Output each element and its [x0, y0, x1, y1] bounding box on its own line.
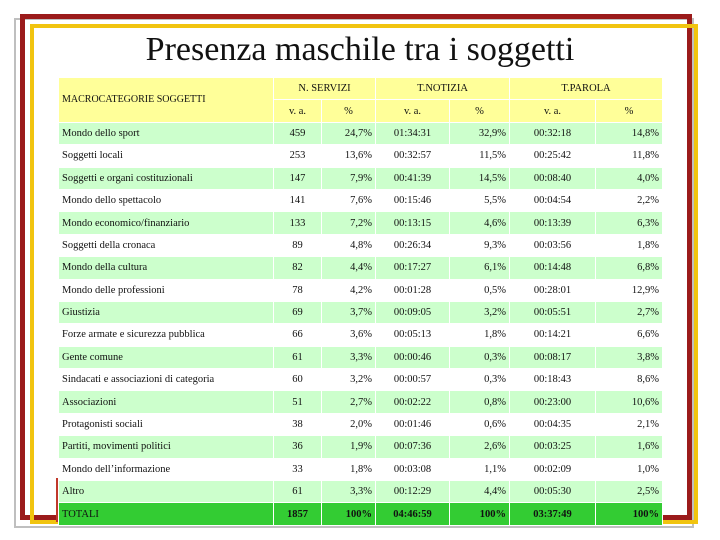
table-row	[59, 391, 663, 413]
table-cell: 4,4%	[322, 257, 376, 279]
table-cell: 141	[274, 189, 322, 211]
table-cell: 4,4%	[450, 481, 510, 503]
table-cell: 89	[274, 234, 322, 256]
table-cell: 61	[274, 481, 322, 503]
table-cell: 00:03:56	[510, 234, 596, 256]
table-cell: 7,9%	[322, 167, 376, 189]
table-cell: 10,6%	[596, 391, 663, 413]
table-cell: 00:26:34	[376, 234, 450, 256]
table-cell: 3,6%	[322, 324, 376, 346]
table-cell: 0,3%	[450, 369, 510, 391]
table-cell: 00:05:30	[510, 481, 596, 503]
table-cell: 3,2%	[322, 369, 376, 391]
table-row	[59, 301, 663, 323]
row-label: Mondo dello sport	[59, 122, 274, 144]
header-macrocategorie: MACROCATEGORIE SOGGETTI	[59, 78, 274, 123]
row-label: Mondo dello spettacolo	[59, 189, 274, 211]
table-cell: 14,8%	[596, 122, 663, 144]
table-body	[59, 122, 663, 525]
table-row	[59, 346, 663, 368]
table-cell: 00:13:15	[376, 212, 450, 234]
table-cell: 1,1%	[450, 458, 510, 480]
table-cell: 147	[274, 167, 322, 189]
table-cell: 01:34:31	[376, 122, 450, 144]
table-row	[59, 234, 663, 256]
table-row	[59, 122, 663, 144]
table-cell: 00:09:05	[376, 301, 450, 323]
table-cell: 00:02:22	[376, 391, 450, 413]
table-cell: 13,6%	[322, 145, 376, 167]
table-row	[59, 458, 663, 480]
table-cell: 61	[274, 346, 322, 368]
row-label: Soggetti locali	[59, 145, 274, 167]
row-label: Partiti, movimenti politici	[59, 436, 274, 458]
table-cell: 00:32:57	[376, 145, 450, 167]
subheader-parola-va: v. a.	[510, 100, 596, 122]
table-cell: 66	[274, 324, 322, 346]
table-cell: 6,1%	[450, 257, 510, 279]
table-cell: 2,7%	[322, 391, 376, 413]
table-cell: 00:28:01	[510, 279, 596, 301]
table-cell: 11,5%	[450, 145, 510, 167]
table-cell: 133	[274, 212, 322, 234]
table-cell: 00:14:48	[510, 257, 596, 279]
table-cell: 253	[274, 145, 322, 167]
table-cell: 1,6%	[596, 436, 663, 458]
table-cell: 1,0%	[596, 458, 663, 480]
row-label: Soggetti e organi costituzionali	[59, 167, 274, 189]
table-cell: 3,8%	[596, 346, 663, 368]
table-row	[59, 481, 663, 503]
table-cell: 9,3%	[450, 234, 510, 256]
table-cell: 1,8%	[322, 458, 376, 480]
table-cell: 0,3%	[450, 346, 510, 368]
totals-row	[59, 503, 663, 525]
totals-cell: 04:46:59	[376, 503, 450, 525]
slide-title: Presenza maschile tra i soggetti	[145, 31, 575, 68]
table-cell: 6,8%	[596, 257, 663, 279]
totals-cell: 100%	[322, 503, 376, 525]
table-row	[59, 145, 663, 167]
table-cell: 00:25:42	[510, 145, 596, 167]
table-cell: 00:32:18	[510, 122, 596, 144]
table-cell: 3,2%	[450, 301, 510, 323]
table-cell: 78	[274, 279, 322, 301]
table-row	[59, 279, 663, 301]
table-cell: 00:13:39	[510, 212, 596, 234]
table-cell: 33	[274, 458, 322, 480]
table-cell: 00:05:13	[376, 324, 450, 346]
table-cell: 4,0%	[596, 167, 663, 189]
table-cell: 4,8%	[322, 234, 376, 256]
table-cell: 0,5%	[450, 279, 510, 301]
header-group-notizia: T.NOTIZIA	[376, 78, 510, 100]
table-cell: 12,9%	[596, 279, 663, 301]
row-label: Forze armate e sicurezza pubblica	[59, 324, 274, 346]
table-cell: 7,6%	[322, 189, 376, 211]
row-label: Gente comune	[59, 346, 274, 368]
subheader-notizia-va: v. a.	[376, 100, 450, 122]
table-cell: 60	[274, 369, 322, 391]
table-cell: 3,7%	[322, 301, 376, 323]
row-label: Mondo della cultura	[59, 257, 274, 279]
table-cell: 00:18:43	[510, 369, 596, 391]
table-cell: 69	[274, 301, 322, 323]
table-cell: 82	[274, 257, 322, 279]
table-cell: 32,9%	[450, 122, 510, 144]
table-cell: 0,6%	[450, 413, 510, 435]
table-cell: 00:41:39	[376, 167, 450, 189]
totals-cell: 100%	[596, 503, 663, 525]
subheader-servizi-pct: %	[322, 100, 376, 122]
row-label: Protagonisti sociali	[59, 413, 274, 435]
table-cell: 00:01:46	[376, 413, 450, 435]
table-row	[59, 212, 663, 234]
table-cell: 6,6%	[596, 324, 663, 346]
table-cell: 00:01:28	[376, 279, 450, 301]
table-cell: 00:02:09	[510, 458, 596, 480]
table-cell: 2,2%	[596, 189, 663, 211]
table-cell: 11,8%	[596, 145, 663, 167]
table-cell: 00:08:17	[510, 346, 596, 368]
table-cell: 0,8%	[450, 391, 510, 413]
subheader-parola-pct: %	[596, 100, 663, 122]
table-cell: 459	[274, 122, 322, 144]
table-cell: 00:05:51	[510, 301, 596, 323]
table-row	[59, 436, 663, 458]
data-table	[58, 77, 663, 526]
table-cell: 8,6%	[596, 369, 663, 391]
table-cell: 2,1%	[596, 413, 663, 435]
table-cell: 1,8%	[450, 324, 510, 346]
row-label: Sindacati e associazioni di categoria	[59, 369, 274, 391]
table-cell: 00:08:40	[510, 167, 596, 189]
table-cell: 00:00:46	[376, 346, 450, 368]
table-cell: 00:12:29	[376, 481, 450, 503]
table-cell: 38	[274, 413, 322, 435]
table-cell: 6,3%	[596, 212, 663, 234]
row-label: Mondo delle professioni	[59, 279, 274, 301]
row-label: Associazioni	[59, 391, 274, 413]
table-row	[59, 369, 663, 391]
table-row	[59, 324, 663, 346]
subheader-servizi-va: v. a.	[274, 100, 322, 122]
row-label: Mondo dell’informazione	[59, 458, 274, 480]
table-cell: 2,5%	[596, 481, 663, 503]
table-cell: 3,3%	[322, 481, 376, 503]
table-cell: 4,2%	[322, 279, 376, 301]
table-cell: 00:03:08	[376, 458, 450, 480]
table-cell: 00:07:36	[376, 436, 450, 458]
row-label: Giustizia	[59, 301, 274, 323]
table-cell: 00:03:25	[510, 436, 596, 458]
table-cell: 00:17:27	[376, 257, 450, 279]
totals-cell: 100%	[450, 503, 510, 525]
table-cell: 5,5%	[450, 189, 510, 211]
table-row	[59, 413, 663, 435]
table-cell: 4,6%	[450, 212, 510, 234]
table-cell: 2,7%	[596, 301, 663, 323]
row-label: Soggetti della cronaca	[59, 234, 274, 256]
header-group-servizi: N. SERVIZI	[274, 78, 376, 100]
table-cell: 00:04:35	[510, 413, 596, 435]
table-cell: 00:00:57	[376, 369, 450, 391]
totals-cell: 03:37:49	[510, 503, 596, 525]
row-label: Altro	[59, 481, 274, 503]
table-row	[59, 257, 663, 279]
table-cell: 00:14:21	[510, 324, 596, 346]
table-cell: 1,8%	[596, 234, 663, 256]
table-cell: 2,0%	[322, 413, 376, 435]
row-label: Mondo economico/finanziario	[59, 212, 274, 234]
table-row	[59, 167, 663, 189]
table-cell: 14,5%	[450, 167, 510, 189]
table-cell: 7,2%	[322, 212, 376, 234]
table-cell: 36	[274, 436, 322, 458]
table-cell: 00:15:46	[376, 189, 450, 211]
table-row	[59, 189, 663, 211]
table-cell: 00:04:54	[510, 189, 596, 211]
table-cell: 1,9%	[322, 436, 376, 458]
header-group-parola: T.PAROLA	[510, 78, 663, 100]
subheader-notizia-pct: %	[450, 100, 510, 122]
table-cell: 3,3%	[322, 346, 376, 368]
table-cell: 2,6%	[450, 436, 510, 458]
table-cell: 24,7%	[322, 122, 376, 144]
totals-label: TOTALI	[59, 503, 274, 525]
totals-cell: 1857	[274, 503, 322, 525]
table-cell: 51	[274, 391, 322, 413]
table-cell: 00:23:00	[510, 391, 596, 413]
